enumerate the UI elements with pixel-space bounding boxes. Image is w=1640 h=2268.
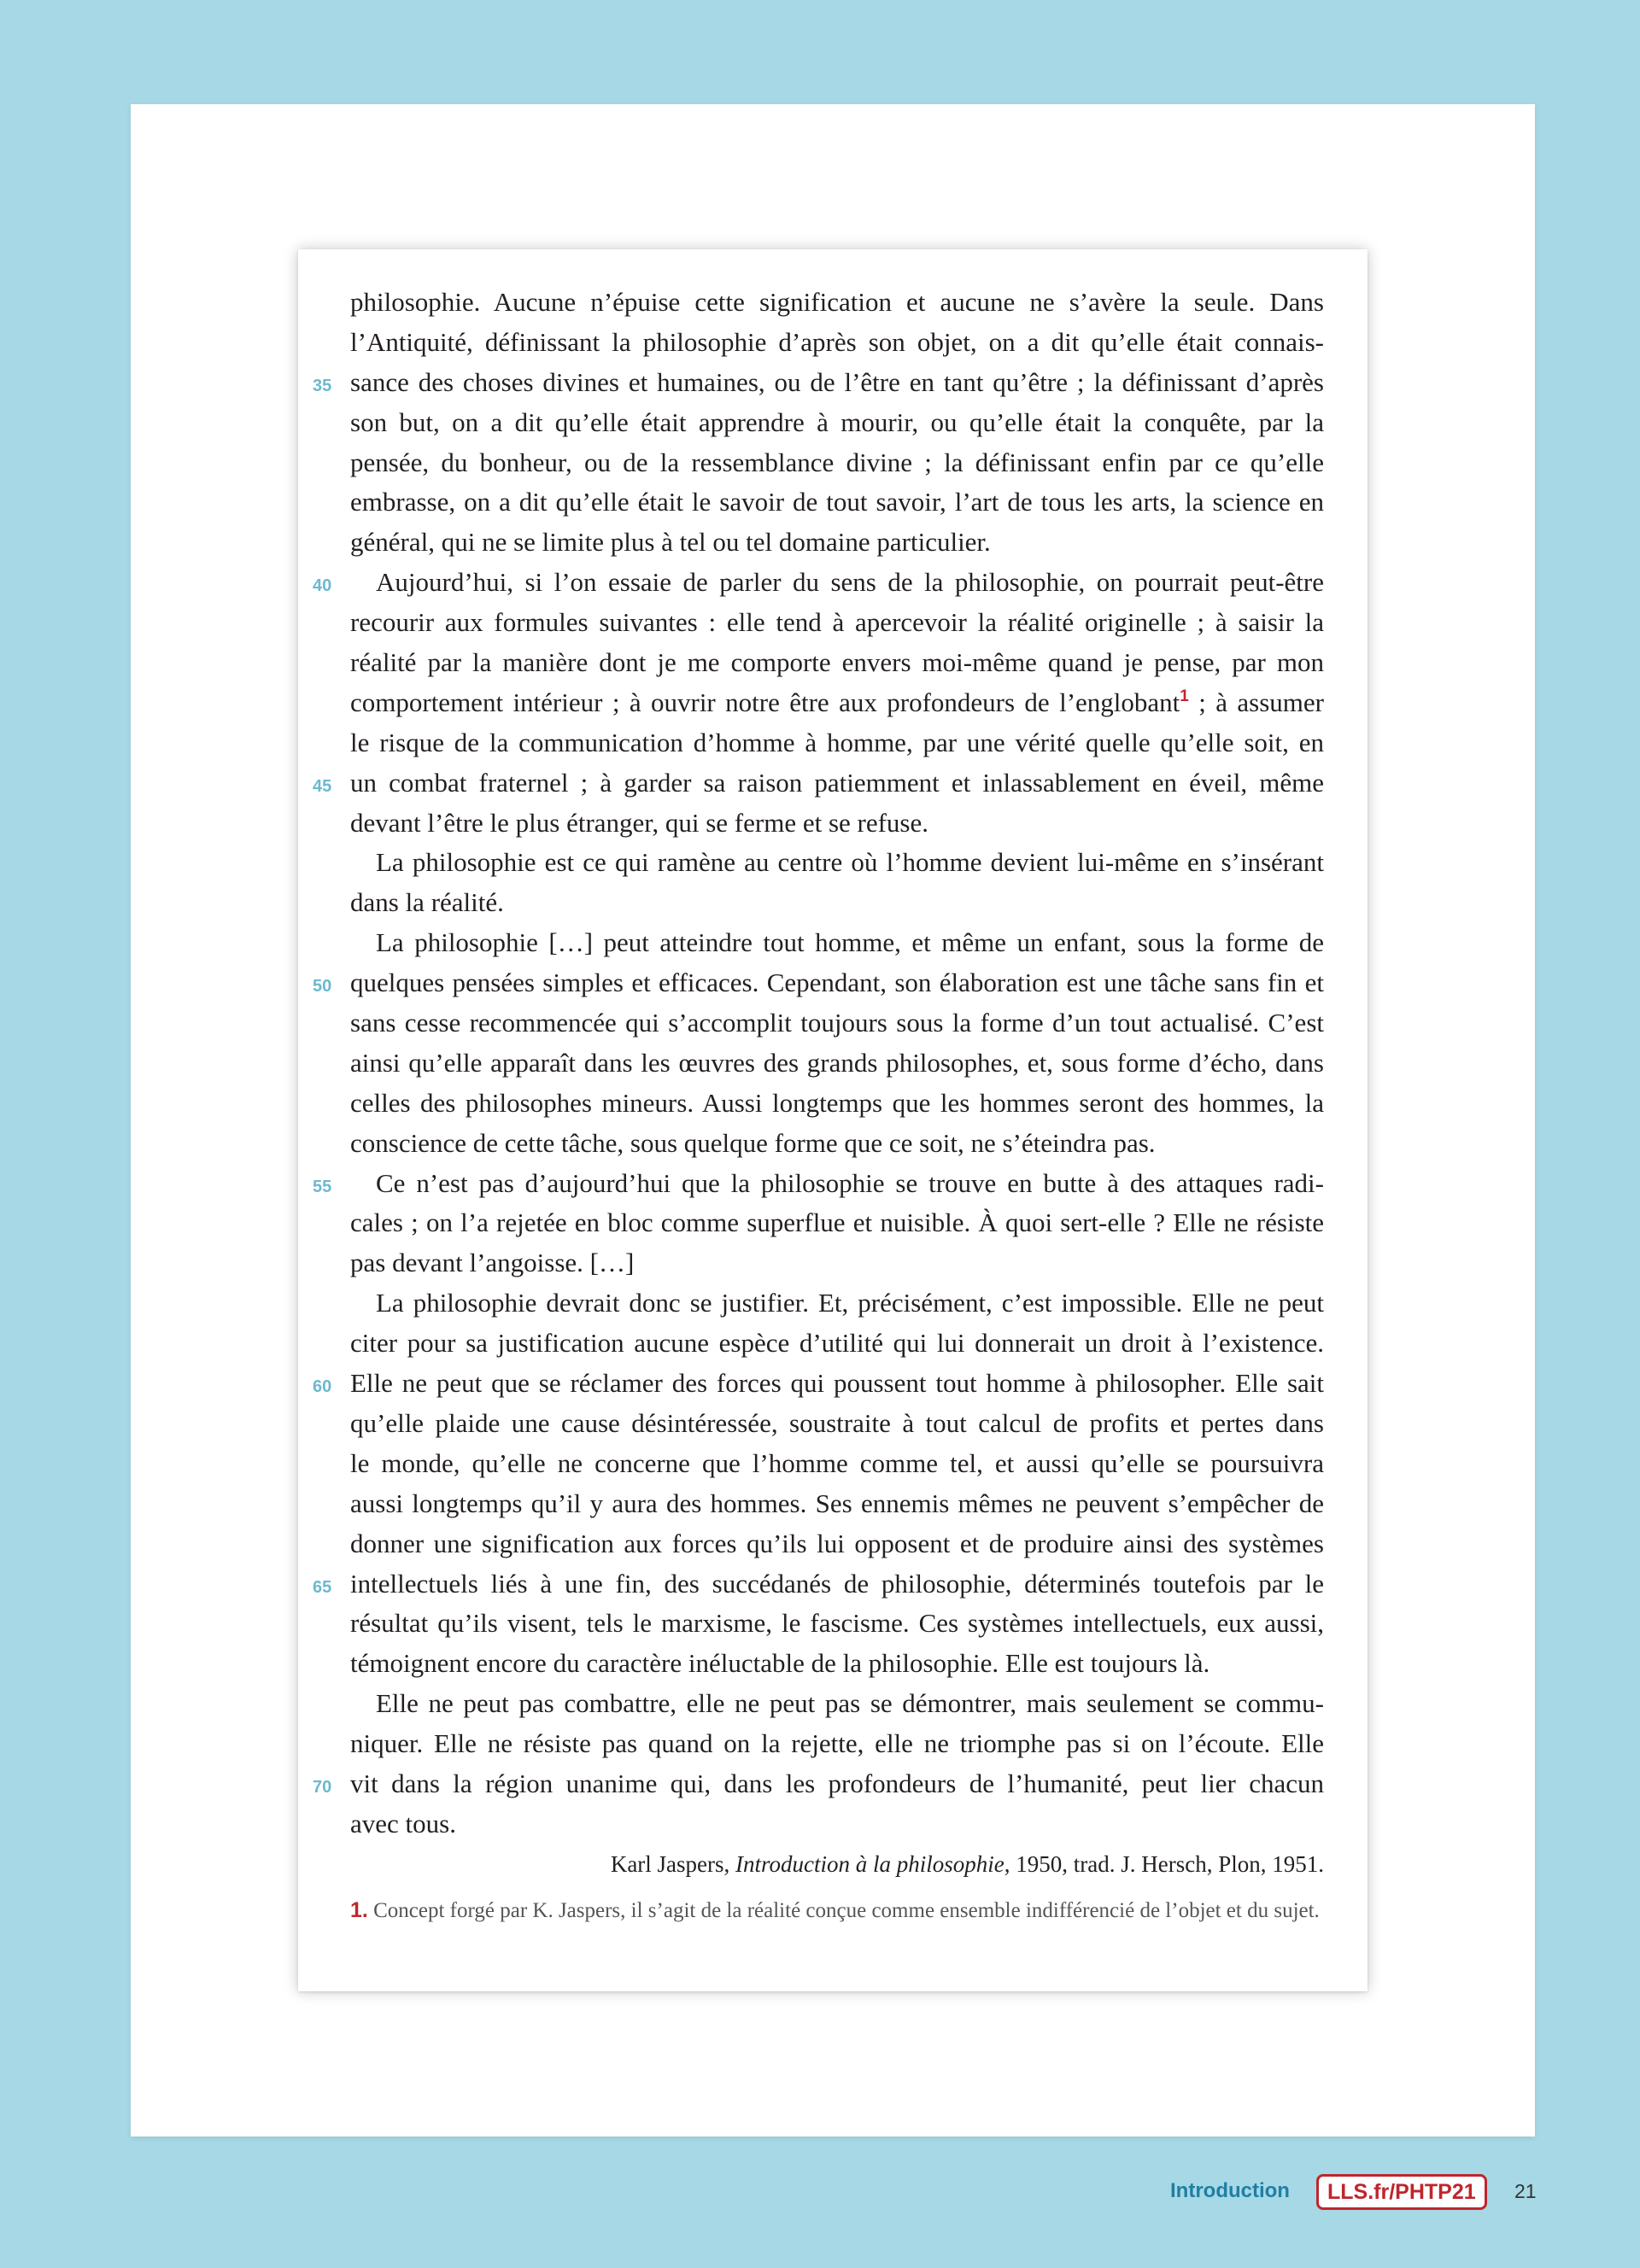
line-number: 70 xyxy=(313,1777,332,1797)
text-line: La philosophie devrait donc se justifier. Et, précisément, c’est impossible. Elle ne peut xyxy=(376,1288,1324,1318)
text-line: 70 vit dans la région unanime qui, dans les profondeurs de l’humanité, peut lier chacun xyxy=(350,1764,1324,1804)
text-line: niquer. Elle ne résiste pas quand on la rejette, elle ne triomphe pas si on l’écoute. Elle xyxy=(350,1728,1324,1759)
text-line: celles des philosophes mineurs. Aussi longtemps que les hommes seront des hommes, la xyxy=(350,1087,1324,1118)
text-line: réalité par la manière dont je me comporte envers moi-même quand je pense, par mon xyxy=(350,647,1324,678)
line-number: 35 xyxy=(313,376,332,395)
text-line: philosophie. Aucune n’épuise cette signification et aucune ne s’avère la seule. Dans xyxy=(350,287,1324,317)
line-number: 40 xyxy=(313,576,332,596)
text-line: 60 Elle ne peut que se réclamer des forces qui poussent tout homme à philosopher. Elle sait xyxy=(350,1364,1324,1404)
text-line: avec tous. xyxy=(350,1808,456,1838)
text-line: général, qui ne se limite plus à tel ou tel domaine particulier. xyxy=(350,527,991,558)
source-attribution: Karl Jaspers, Introduction à la philosophie, 1950, trad. J. Hersch, Plon, 1951. xyxy=(610,1850,1324,1877)
text-line: La philosophie est ce qui ramène au centre où l’homme devient lui-même en s’insérant xyxy=(376,847,1324,878)
footer-section-title: Introduction xyxy=(1170,2179,1290,2202)
text-line: citer pour sa justification aucune espèce d’utilité qui lui donnerait un droit à l’existence. xyxy=(350,1328,1324,1359)
text-line: dans la réalité. xyxy=(350,887,504,918)
page-number: 21 xyxy=(1514,2180,1537,2202)
text-line: le monde, qu’elle ne concerne que l’homme comme tel, et aussi qu’elle se poursuivra xyxy=(350,1447,1324,1478)
text-line: pas devant l’angoisse. […] xyxy=(350,1248,635,1278)
text-line: La philosophie […] peut atteindre tout homme, et même un enfant, sous la forme de xyxy=(376,927,1324,958)
text-line: l’Antiquité, définissant la philosophie d’après son objet, on a dit qu’elle était connais- xyxy=(350,326,1324,357)
text-line: conscience de cette tâche, sous quelque forme que ce soit, ne s’éteindra pas. xyxy=(350,1127,1156,1158)
text-line: aussi longtemps qu’il y aura des hommes. Ses ennemis mêmes ne peuvent s’empêcher de xyxy=(350,1488,1324,1518)
excerpt-text xyxy=(313,283,1324,1885)
text-line: témoignent encore du caractère inéluctable de la philosophie. Elle est toujours là. xyxy=(350,1648,1210,1679)
line-number: 65 xyxy=(313,1577,332,1597)
text-line: ainsi qu’elle apparaît dans les œuvres des grands philosophes, et, sous forme d’écho, dans xyxy=(350,1047,1324,1078)
text-line: 40 Aujourd’hui, si l’on essaie de parler du sens de la philosophie, on pourrait peut-être xyxy=(350,563,1324,603)
text-line: devant l’être le plus étranger, qui se ferme et se refuse. xyxy=(350,807,929,838)
text-line: cales ; on l’a rejetée en bloc comme superflue et nuisible. À quoi sert-elle ? Elle ne résiste xyxy=(350,1207,1324,1238)
work-title: Introduction à la philosophie xyxy=(735,1850,1004,1877)
text-line: résultat qu’ils visent, tels le marxisme, le fascisme. Ces systèmes intellectuels, eux aussi, xyxy=(350,1608,1324,1639)
line-number: 55 xyxy=(313,1177,332,1196)
line-number: 45 xyxy=(313,776,332,796)
text-line: donner une signification aux forces qu’ils lui opposent et de produire ainsi des systèmes xyxy=(350,1528,1324,1558)
footer-link-badge[interactable]: LLS.fr/PHTP21 xyxy=(1316,2174,1487,2210)
text-line: pensée, du bonheur, ou de la ressemblance divine ; la définissant enfin par ce qu’elle xyxy=(350,447,1324,477)
footnote-text: Concept forgé par K. Jaspers, il s’agit de la réalité conçue comme ensemble indifférencié de l’objet et du sujet. xyxy=(367,1899,1320,1922)
text-line: comportement intérieur ; à ouvrir notre être aux profondeurs de l’englobant$^1$ ; à assumer xyxy=(350,687,1324,717)
line-number: 50 xyxy=(313,977,332,997)
footnote xyxy=(350,1897,1324,1924)
text-line: Elle ne peut pas combattre, elle ne peut pas se démontrer, mais seulement se commu- xyxy=(376,1688,1324,1719)
text-line: embrasse, on a dit qu’elle était le savoir de tout savoir, l’art de tous les arts, la science en xyxy=(350,487,1324,517)
text-line: 55 Ce n’est pas d’aujourd’hui que la philosophie se trouve en butte à des attaques radi- xyxy=(350,1164,1324,1204)
text-line: sans cesse recommencée qui s’accomplit toujours sous la forme d’un tout actualisé. C’est xyxy=(350,1008,1324,1038)
text-line: qu’elle plaide une cause désintéressée, soustraite à tout calcul de profits et pertes dans xyxy=(350,1407,1324,1438)
text-line: 35 sance des choses divines et humaines, ou de l’être en tant qu’être ; la définissant d’après xyxy=(350,363,1324,403)
footnote-number: 1. xyxy=(350,1898,368,1922)
footnote-reference: 1 xyxy=(1180,687,1189,705)
line-number: 60 xyxy=(313,1377,332,1397)
text-line: le risque de la communication d’homme à homme, par une vérité quelle qu’elle soit, en xyxy=(350,727,1324,757)
text-line: recourir aux formules suivantes : elle tend à apercevoir la réalité originelle ; à saisir la xyxy=(350,607,1324,638)
text-line: son but, on a dit qu’elle était apprendre à mourir, ou qu’elle était la conquête, par la xyxy=(350,406,1324,437)
text-line: 65 intellectuels liés à une fin, des succédanés de philosophie, déterminés toutefois par le xyxy=(350,1564,1324,1605)
text-line: 50 quelques pensées simples et efficaces. Cependant, son élaboration est une tâche sans fin et xyxy=(350,963,1324,1003)
text-line: 45 un combat fraternel ; à garder sa raison patiemment et inlassablement en éveil, même xyxy=(350,763,1324,804)
